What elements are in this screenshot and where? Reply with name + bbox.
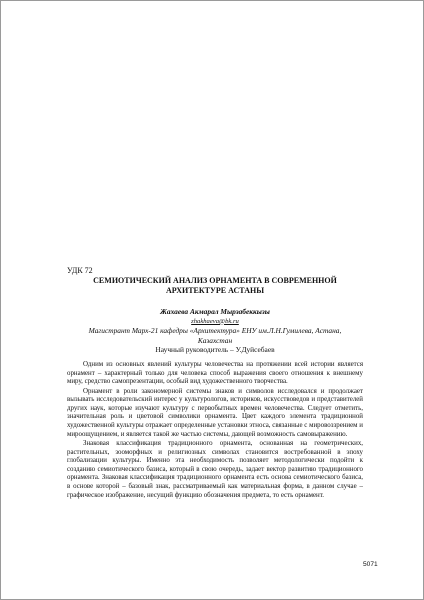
title-line-2: АРХИТЕКТУРЕ АСТАНЫ — [165, 286, 265, 295]
author-name: Жахаева Акмарал Мырзабеккызы — [160, 307, 270, 316]
page-number: 5071 — [363, 561, 378, 568]
body-paragraph-1: Одним из основных явлений культуры человечества на протяжении всей истории является орнамент – характерный только для человека способ выражения своего отношения к внешнему миру, средство самопрезентации, особый вид художественного творчества. — [67, 361, 363, 386]
body-paragraph-2: Орнамент в роли закономерной системы знаков и символов исследовался и продолжает вызывать исследовательский интерес у культурологов, историков, искусствоведов и представителей других наук, которые изучают культуру с первобытных времен человечества. Следует отметить, значительная роль и цветовой символики орнамента. Цвет каждого элемента традиционной художественной культуры отражает определенные установки этноса, связанные с мировоззрением и мироощущением, и является такой же частью системы, дающей возможность самовыражению. — [67, 387, 363, 438]
title-line-1: СЕМИОТИЧЕСКИЙ АНАЛИЗ ОРНАМЕНТА В СОВРЕМЕННОЙ — [93, 276, 337, 285]
article-body — [67, 361, 363, 501]
author-affiliation-line-2: Казахстан — [197, 335, 233, 345]
article-title — [67, 276, 363, 296]
author-block — [67, 307, 363, 355]
body-paragraph-3: Знаковая классификация традиционного орнамента, основанная на геометрических, растительных, зооморфных и религиозных символах становится востребованной в эпоху глобализации культуры. Именно эта необходимость позволяет методологически подойти к созданию семиотического базиса, который в свою очередь, задает вектор развитию традиционного орнамента. Знаковая классификация традиционного орнамента есть основа семиотического базиса, в основе которой – базовый знак, рассматриваемый как материальная форма, в данном случае – графическое изображение, несущий функцию обозначения предмета, то есть орнамент. — [67, 440, 363, 499]
author-affiliation-line-1: Магистрант Марх-21 кафедры «Архитектура» ЕНУ им.Л.Н.Гумилева, Астана, — [88, 326, 342, 336]
supervisor: Научный руководитель – У.Дуйсебаев — [155, 345, 275, 355]
udk-code: УДК 72 — [67, 266, 93, 275]
author-email[interactable]: zhakhaeva@bk.ru — [191, 317, 239, 325]
